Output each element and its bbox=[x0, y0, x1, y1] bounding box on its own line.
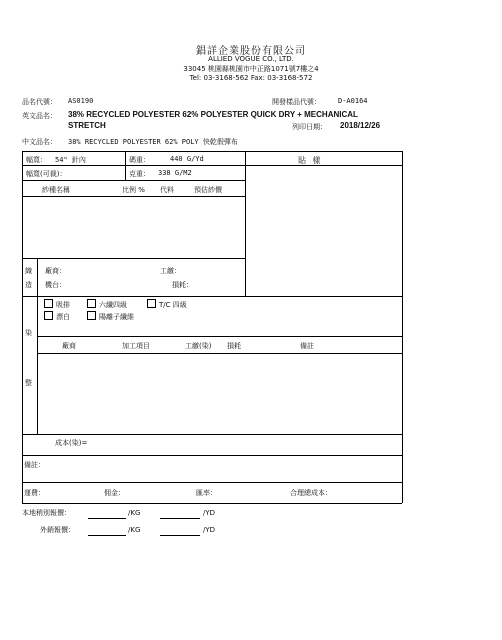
weaving-side-1: 織 bbox=[25, 267, 32, 275]
commission-label: 佣金： bbox=[104, 489, 125, 497]
yarn-col-price: 預估紗價 bbox=[194, 186, 222, 194]
export-price-label: 外銷報價： bbox=[40, 526, 75, 534]
checkbox-icon[interactable] bbox=[87, 299, 96, 308]
domestic-yd-unit: /YD bbox=[203, 509, 216, 517]
dyeing-col-fee: 工繳(染) bbox=[185, 342, 212, 350]
company-name-en: ALLIED VOGUE CO., LTD. bbox=[208, 55, 294, 63]
export-yd-field[interactable] bbox=[160, 535, 200, 536]
weight-value: 440 G/Yd bbox=[170, 155, 204, 163]
option-wicking[interactable]: 吸排 bbox=[44, 299, 70, 310]
dev-code: D-A0164 bbox=[338, 97, 368, 105]
dev-code-label: 開發樣品代號： bbox=[272, 98, 321, 106]
cost-label: 成本(染)= bbox=[55, 439, 88, 447]
print-date: 2018/12/26 bbox=[340, 121, 381, 130]
dyeing-side-2: 整 bbox=[25, 379, 32, 387]
checkbox-icon[interactable] bbox=[44, 311, 53, 320]
dyeing-col-note: 備註 bbox=[300, 342, 314, 350]
option-six-fiber-grade4[interactable]: 六纖四級 bbox=[87, 299, 127, 310]
yarn-col-substitute: 代料 bbox=[160, 186, 174, 194]
width-value: 54" 針內 bbox=[55, 156, 86, 164]
product-code: AS0190 bbox=[68, 97, 94, 105]
gsm-label: 克重： bbox=[129, 170, 150, 178]
dyeing-col-vendor: 廠商 bbox=[62, 342, 76, 350]
checkbox-icon[interactable] bbox=[87, 311, 96, 320]
domestic-kg-unit: /KG bbox=[128, 509, 141, 517]
width-label: 幅寬： bbox=[26, 156, 47, 164]
option-tc-grade4[interactable]: T/C 四級 bbox=[147, 299, 187, 310]
weaving-loss-label: 損耗： bbox=[172, 281, 193, 289]
sample-label: 貼 樣 bbox=[298, 156, 323, 165]
weaving-side-2: 造 bbox=[25, 281, 32, 289]
export-kg-field[interactable] bbox=[88, 535, 126, 536]
company-address: 33045 桃園縣桃園市中正路1071號7樓之4 bbox=[183, 65, 319, 73]
weaving-fee-label: 工繳： bbox=[160, 267, 181, 275]
option-cationic-fiber[interactable]: 陽離子纖維 bbox=[87, 311, 134, 322]
checkbox-icon[interactable] bbox=[44, 299, 53, 308]
export-kg-unit: /KG bbox=[128, 526, 141, 534]
yarn-col-name: 紗種名稱 bbox=[42, 186, 70, 194]
fx-label: 匯率： bbox=[196, 489, 217, 497]
en-name-line2: STRETCH bbox=[68, 121, 106, 130]
checkbox-icon[interactable] bbox=[147, 299, 156, 308]
dyeing-col-process: 加工項目 bbox=[122, 342, 150, 350]
freight-label: 運費： bbox=[24, 489, 45, 497]
product-code-label: 品名代號： bbox=[22, 98, 57, 106]
cn-name: 38% RECYCLED POLYESTER 62% POLY 快乾假彈布 bbox=[68, 138, 238, 146]
domestic-kg-field[interactable] bbox=[88, 518, 126, 519]
total-cost-label: 合理總成本： bbox=[290, 489, 332, 497]
usable-width-label: 幅寬(可裁)： bbox=[26, 170, 67, 178]
export-yd-unit: /YD bbox=[203, 526, 216, 534]
print-date-label: 列印日期： bbox=[292, 123, 327, 131]
en-name-label: 英文品名： bbox=[22, 112, 57, 120]
domestic-yd-field[interactable] bbox=[160, 518, 200, 519]
cn-name-label: 中文品名： bbox=[22, 138, 57, 146]
option-bleach[interactable]: 漂白 bbox=[44, 311, 70, 322]
remarks-label: 備註： bbox=[24, 461, 45, 469]
yarn-col-ratio: 比例 % bbox=[122, 186, 145, 194]
domestic-price-label: 本地稍別報價： bbox=[22, 509, 71, 517]
dyeing-col-loss: 損耗 bbox=[227, 342, 241, 350]
gsm-value: 338 G/M2 bbox=[158, 169, 192, 177]
dyeing-side-1: 染 bbox=[25, 329, 32, 337]
weaving-factory-label: 廠商： bbox=[45, 267, 66, 275]
company-contact: Tel: 03-3168-562 Fax: 03-3168-572 bbox=[189, 74, 313, 82]
weaving-machine-label: 機台： bbox=[45, 281, 66, 289]
weight-label: 碼重： bbox=[129, 156, 150, 164]
company-name-cn: 錩詳企業股份有限公司 bbox=[196, 46, 306, 57]
en-name-line1: 38% RECYCLED POLYESTER 62% POLYESTER QUICK DRY + MECHANICAL bbox=[68, 110, 358, 119]
